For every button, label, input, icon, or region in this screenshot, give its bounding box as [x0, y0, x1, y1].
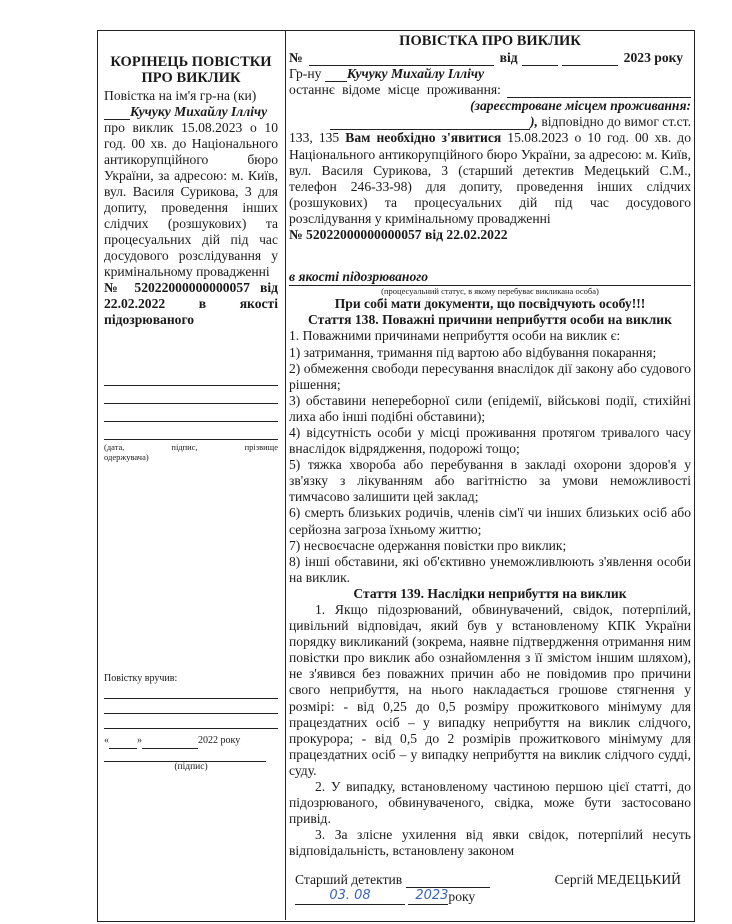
article-138-title: Стаття 138. Поважні причини неприбуття особи на виклик: [308, 312, 672, 328]
signature-caption: (підпис): [174, 762, 208, 772]
article-138-item: 5) тяжка хвороба або перебування в закладі охорони здоров'я у зв'язку з лікуванням або вагітністю за умови неможливості тимчасово залишити цей заклад;: [289, 457, 691, 505]
stub-intro: Повістка на ім'я гр-на (ки): [104, 88, 257, 103]
caption-surname: прізвище: [244, 442, 278, 452]
stub-sign-caption: [104, 442, 278, 452]
date-day-blank: [109, 748, 137, 749]
address-blank: [507, 82, 691, 98]
day-blank: [522, 65, 558, 66]
summons-body-text: 15.08.2023 о 10 год. 00 хв. до Національного антикорупційного бюро України, за адресою: м. Київ, вул. Василя Сурикова, 3 (старший детектив Медецький С.М., телефон 246-33-98) для допиту, проведення інших слідчих (розшукових) та процесуальних дій під час досудового розслідування у кримінальному провадженні: [289, 130, 692, 226]
article-139-part-1: 1. Якщо підозрюваний, обвинувачений, свідок, потерпілий, цивільний відповідач, який був у встановленому КПК України порядку викликаний (зокрема, наявне підтвердження отримання ним повістки про виклик або ознайомлення з її змістом іншим шляхом), не з'явився без поважних причин або не повідомив про причини свого неприбуття, на нього накладається грошове стягнення у розмірі: - від 0,25 до 0,5 розміру прожиткового мінімуму для працездатних осіб – у випадку неприбуття на виклик слідчого, прокурора; - від 0,5 до 2 розмірів прожиткового мінімуму для працездатних осіб – у випадку неприбуття на виклик слідчого судді, суду.: [289, 602, 691, 778]
stub-line-4: [104, 422, 278, 440]
date-month-blank: [142, 748, 198, 749]
article-138-list: [289, 328, 691, 586]
article-138-item: 6) смерть близьких родичів, членів сім'ї чи інших близьких осіб або серйозна загроза їхньому життю;: [289, 505, 691, 537]
month-blank: [562, 65, 618, 66]
handwritten-year: 2023: [408, 888, 448, 905]
citizen-prefix: Гр-ну: [289, 66, 322, 82]
stub-body: про виклик 15.08.2023 о 10 год. 00 хв. до Національного антикорупційного бюро України, за адресою: м. Київ, вул. Василя Сурикова, 3 для допиту, проведення інших слідчих (розшукових) та процесуальних дій під час досудового розслідування у кримінальному провадженні: [104, 120, 278, 279]
delivered-line-2: [104, 699, 278, 714]
caption-signature: підпис,: [171, 442, 198, 452]
delivered-label: Повістку вручив:: [104, 673, 178, 684]
stub-line-2: [104, 386, 278, 404]
quote-close: »: [137, 735, 142, 746]
year-suffix: року: [448, 888, 476, 904]
procedural-status-caption: (процесуальний статус, в якому перебуває викликана особа): [381, 286, 599, 297]
quote-open: «: [104, 735, 109, 746]
article-138-item: 7) несвоєчасне одержання повістки про виклик;: [289, 537, 567, 553]
article-138-item: 8) інші обставини, які об'єктивно унеможливлюють з'явлення особи на виклик.: [289, 553, 691, 585]
date-year: 2022 року: [198, 735, 241, 746]
article-138-item: 3) обставини непереборної сили (епідемії, військові події, стихійні лиха або інші подібні обставини);: [289, 392, 691, 424]
article-numbers: 133, 135: [289, 130, 340, 146]
caption-recipient: одержувача): [104, 452, 149, 462]
number-prefix: №: [289, 50, 303, 65]
column-divider: [285, 30, 286, 920]
registered-close-line: [289, 114, 691, 130]
article-139-title: Стаття 139. Наслідки неприбуття на виклик: [353, 585, 627, 601]
summons-number-line: [289, 50, 691, 66]
registered-line: (зареєстроване місцем проживання:: [470, 98, 691, 114]
summons-column: [289, 33, 691, 905]
stub-name: Кучуку Михайлу Іллічу: [130, 104, 268, 119]
stub-case: [104, 280, 278, 328]
registered-close: ),: [530, 114, 538, 130]
article-139-part-3: 3. За злісне ухилення від явки свідок, потерпілий несуть відповідальність, встановлену законом: [289, 827, 691, 859]
number-year: 2023 року: [623, 50, 684, 65]
delivered-line-3: [104, 714, 278, 729]
stub-column: [104, 54, 278, 772]
article-138-item: 2) обмеження свободи пересування внаслідок дії закону або судового рішення;: [289, 360, 691, 392]
summons-case-number: № 52022000000000057 від 22.02.2022: [289, 227, 508, 243]
stub-line-3: [104, 404, 278, 422]
must-appear: Вам необхідно з'явитися: [345, 130, 502, 146]
article-138-item: 1. Поважними причинами неприбуття особи на виклик є:: [289, 328, 621, 344]
detective-signature-line: [289, 872, 691, 888]
caption-date: (дата,: [104, 442, 125, 452]
citizen-line: [289, 66, 691, 82]
citizen-name: Кучуку Михайлу Іллічу: [346, 66, 485, 82]
stub-title: КОРІНЕЦЬ ПОВІСТКИ ПРО ВИКЛИК: [110, 54, 272, 86]
number-from: від: [499, 50, 518, 65]
article-138-item: 1) затримання, тримання під вартою або відбування покарання;: [289, 344, 657, 360]
summons-title: ПОВІСТКА ПРО ВИКЛИК: [399, 33, 581, 49]
stub-recipient: [104, 88, 278, 120]
detective-label: Старший детектив: [295, 872, 490, 888]
handwritten-date: 03. 08: [295, 888, 405, 905]
signed-date-line: [289, 888, 691, 905]
last-address-line: [289, 82, 691, 98]
stub-line-1: [104, 368, 278, 386]
signature-line: [104, 749, 266, 762]
delivered-line-1: [104, 684, 278, 699]
article-ref: відповідно до вимог ст.ст.: [541, 114, 691, 130]
stub-case-quality: в якості підозрюваного: [104, 296, 278, 327]
documents-notice: При собі мати документи, що посвідчують особу!!!: [334, 296, 646, 312]
last-address: останнє відоме місце проживання:: [289, 82, 501, 98]
article-139-part-2: 2. У випадку, встановленому частиною першою цієї статті, до підозрюваного, обвинуваченого, свідка, може бути застосовано привід.: [289, 779, 691, 827]
detective-name: Сергій МЕДЕЦЬКИЙ: [554, 871, 681, 887]
stub-case-number: № 52022000000000057 від 22.02.2022: [104, 280, 278, 311]
delivered-date: [104, 733, 278, 749]
article-138-item: 4) відсутність особи у місці проживання протягом тривалого часу внаслідок відрядження, подорожі тощо;: [289, 424, 691, 457]
procedural-status: в якості підозрюваного: [289, 269, 691, 286]
summons-body: [289, 130, 691, 227]
